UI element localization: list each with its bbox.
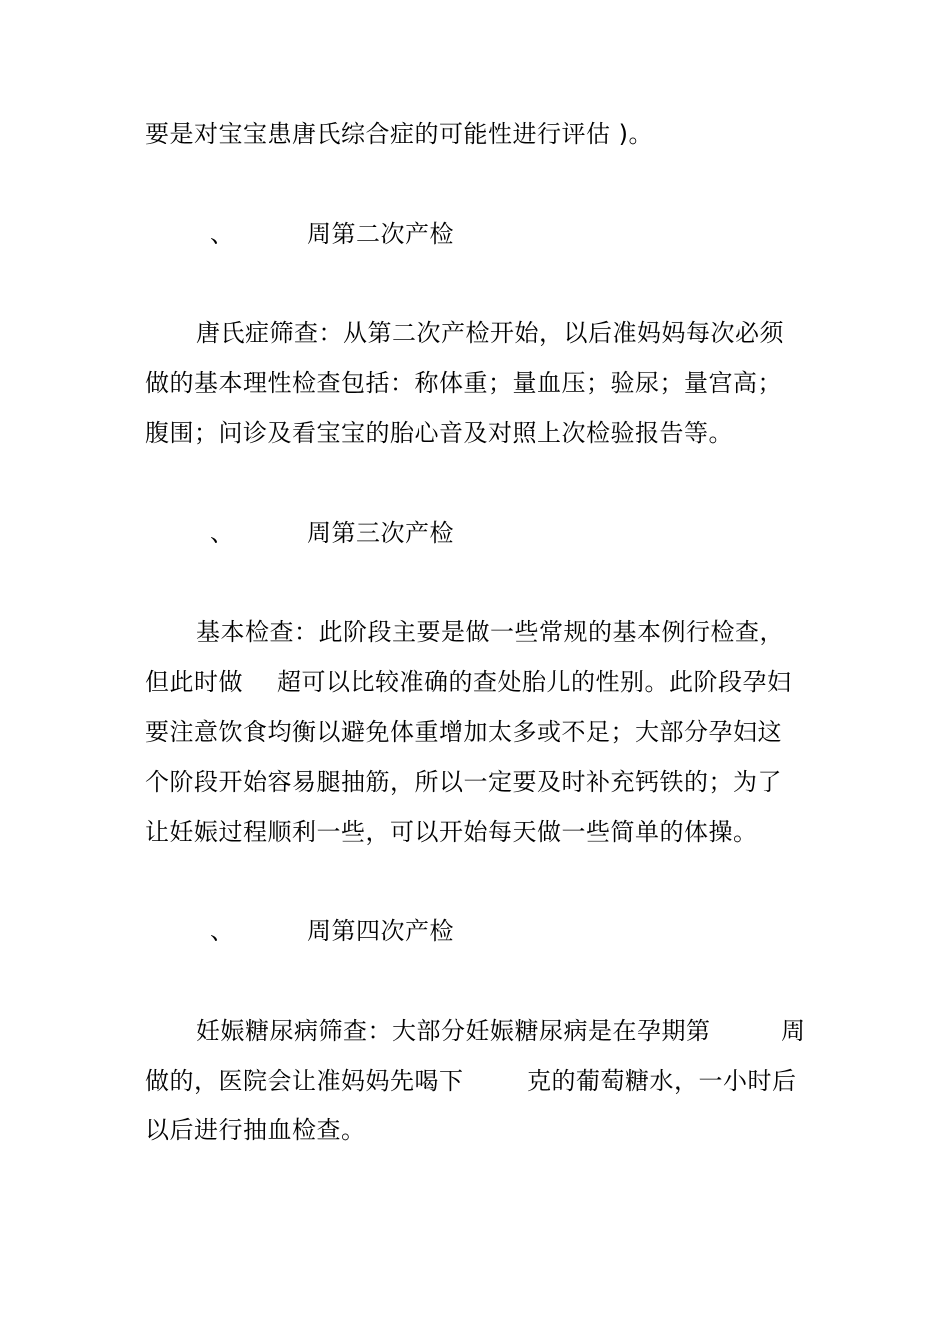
- paragraph-line: 唐氏症筛查：从第二次产检开始，以后准妈妈每次必须: [196, 319, 784, 347]
- paragraph-line: 要是对宝宝患唐氏综合症的可能性进行评估 )。: [145, 120, 653, 148]
- section-heading-4: [0, 916, 950, 946]
- paragraph-line: 个阶段开始容易腿抽筋，所以一定要及时补充钙铁的；为了: [145, 768, 782, 796]
- paragraph-line: 让妊娠过程顺利一些，可以开始每天做一些简单的体操。: [145, 818, 758, 846]
- text-segment: 超可以比较准确的查处胎儿的性别。此阶段孕妇: [277, 668, 792, 696]
- paragraph-line: [145, 1066, 815, 1096]
- text-segment: 周: [781, 1017, 806, 1045]
- text-segment: 妊娠糖尿病筛查：大部分妊娠糖尿病是在孕期第: [196, 1017, 711, 1045]
- paragraph-line: [196, 1016, 816, 1046]
- section-heading-3: [0, 518, 950, 548]
- heading-mark: 、: [210, 917, 234, 945]
- text-segment: 克的葡萄糖水，一小时后: [527, 1067, 797, 1095]
- paragraph-line: 以后进行抽血检查。: [145, 1116, 366, 1144]
- heading-title: 周第二次产检: [307, 220, 454, 248]
- heading-mark: 、: [210, 220, 234, 248]
- text-segment: 但此时做: [145, 668, 243, 696]
- paragraph-line: 腹围；问诊及看宝宝的胎心音及对照上次检验报告等。: [145, 419, 733, 447]
- text-segment: 做的，医院会让准妈妈先喝下: [145, 1067, 464, 1095]
- heading-title: 周第三次产检: [307, 519, 454, 547]
- paragraph-line: 要注意饮食均衡以避免体重增加太多或不足；大部分孕妇这: [145, 718, 782, 746]
- section-heading-2: [0, 219, 950, 249]
- heading-mark: 、: [210, 519, 234, 547]
- heading-title: 周第四次产检: [307, 917, 454, 945]
- paragraph-line: 做的基本理性检查包括：称体重；量血压；验尿；量宫高；: [145, 369, 782, 397]
- paragraph-line: 基本检查：此阶段主要是做一些常规的基本例行检查，: [196, 618, 784, 646]
- paragraph-line: [145, 667, 805, 697]
